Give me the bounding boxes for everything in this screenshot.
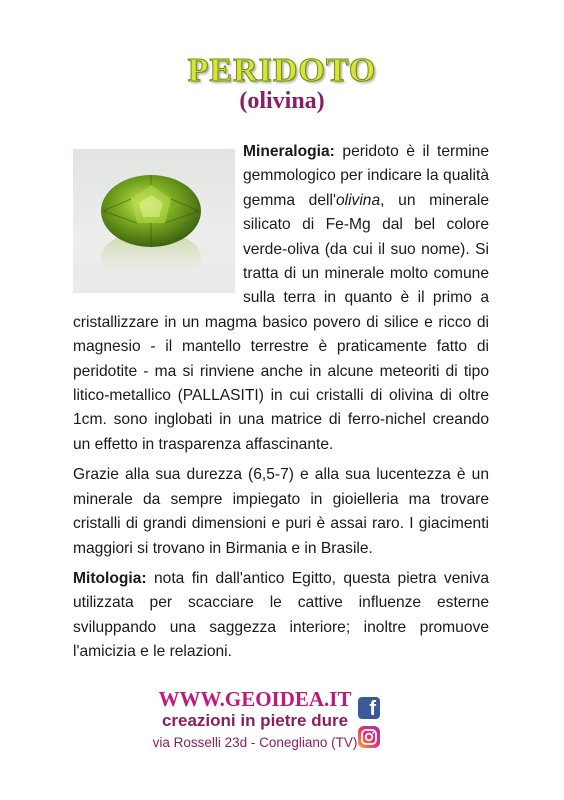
mineralogia-italic: olivina <box>335 191 381 209</box>
mitologia-label: Mitologia: <box>73 569 147 587</box>
mineralogia-paragraph <box>73 140 489 457</box>
description-text <box>73 140 489 671</box>
address: via Rosselli 23d - Conegliano (TV) <box>152 735 358 750</box>
page-title: PERIDOTO <box>187 52 377 89</box>
page-subtitle: (olivina) <box>239 88 325 114</box>
mitologia-paragraph <box>73 567 489 665</box>
website-link[interactable]: WWW.GEOIDEA.IT <box>158 687 352 711</box>
mineralogia-label: Mineralogia: <box>243 143 335 160</box>
facebook-icon[interactable]: f <box>358 697 380 719</box>
image-float-spacer <box>73 140 243 308</box>
mineralogia-text-2: , un minerale silicato di Fe-Mg dal bel colore verde-oliva (da cui il suo nome). Si tratta di un minerale molto comune sulla terra in quanto è il primo a cristallizzare in un magma basico povero di silice e ricco di magnesio - il mantello terrestre è praticamente fatto di peridotite - ma si rinviene anche in alcune meteoriti di tipo litico-metallico (PALLASITI) in cui cristalli di olivina di oltre 1cm. sono inglobati in una matrice di ferro-nichel creando un effetto in trasparenza affascinante. <box>73 191 489 453</box>
mitologia-text: nota fin dall'antico Egitto, questa pietra veniva utilizzata per scacciare le cattive influenze esterne sviluppando una saggezza interiore; inoltre promuove l'amicizia e le relazioni. <box>73 569 489 661</box>
mineralogia-text-1: peridoto è il termine gemmologico per indicare la qualità gemma dell' <box>243 143 489 209</box>
instagram-icon[interactable] <box>358 726 380 748</box>
tagline: creazioni in pietre dure <box>161 711 349 730</box>
durezza-paragraph: Grazie alla sua durezza (6,5-7) e alla sua lucentezza è un minerale da sempre impiegato in gioielleria ma trovare cristalli di grandi dimensioni e puri è assai raro. I giacimenti maggiori si trovano in Birmania e in Brasile. <box>73 466 489 557</box>
